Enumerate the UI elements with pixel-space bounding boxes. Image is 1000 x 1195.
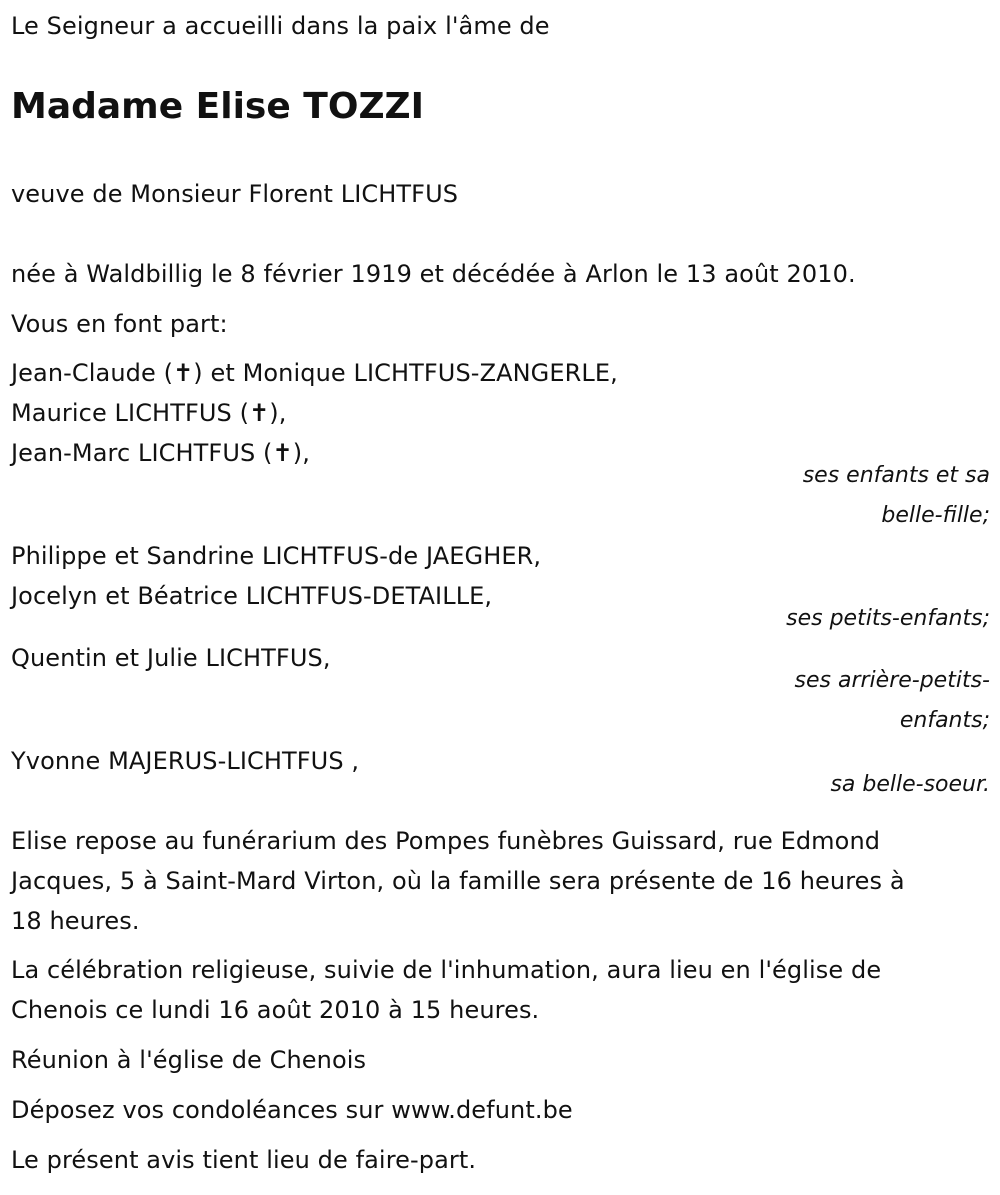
child-line-2: Maurice LICHTFUS (✝), (11, 399, 287, 427)
funeral-home-line-3: 18 heures. (11, 907, 140, 935)
grandchildren-relation: ses petits-enfants; (786, 606, 990, 631)
meeting-text: Réunion à l'église de Chenois (11, 1046, 367, 1074)
ceremony-line-1: La célébration religieuse, suivie de l'inhumation, aura lieu en l'église de (11, 956, 882, 984)
funeral-home-line-1: Elise repose au funérarium des Pompes funèbres Guissard, rue Edmond (11, 827, 881, 855)
great-grandchildren-relation: ses arrière-petits- enfants; (794, 668, 990, 733)
spouse-text: veuve de Monsieur Florent LICHTFUS (11, 180, 459, 208)
cross-icon: ✝ (249, 399, 270, 427)
child-line-1: Jean-Claude (✝) et Monique LICHTFUS-ZANGERLE, (11, 359, 618, 387)
notice-text: Le présent avis tient lieu de faire-part. (11, 1146, 477, 1174)
great-grandchild-line-1: Quentin et Julie LICHTFUS, (11, 644, 331, 672)
children-relation: ses enfants et sa belle-fille; (802, 463, 990, 528)
sister-in-law-line: Yvonne MAJERUS-LICHTFUS , (11, 747, 360, 775)
condolences-text: Déposez vos condoléances sur www.defunt.be (11, 1096, 573, 1124)
intro-text: Le Seigneur a accueilli dans la paix l'âme de (11, 12, 550, 40)
child-line-3: Jean-Marc LICHTFUS (✝), (11, 439, 310, 467)
grandchild-line-2: Jocelyn et Béatrice LICHTFUS-DETAILLE, (11, 582, 493, 610)
cross-icon: ✝ (272, 439, 293, 467)
grandchild-line-1: Philippe et Sandrine LICHTFUS-de JAEGHER, (11, 542, 542, 570)
deceased-name: Madame Elise TOZZI (11, 86, 425, 127)
announce-text: Vous en font part: (11, 310, 228, 338)
birth-death-text: née à Waldbillig le 8 février 1919 et décédée à Arlon le 13 août 2010. (11, 260, 856, 288)
funeral-home-line-2: Jacques, 5 à Saint-Mard Virton, où la famille sera présente de 16 heures à (11, 867, 905, 895)
cross-icon: ✝ (173, 359, 194, 387)
ceremony-line-2: Chenois ce lundi 16 août 2010 à 15 heures. (11, 996, 540, 1024)
sister-in-law-relation: sa belle-soeur. (830, 772, 990, 797)
